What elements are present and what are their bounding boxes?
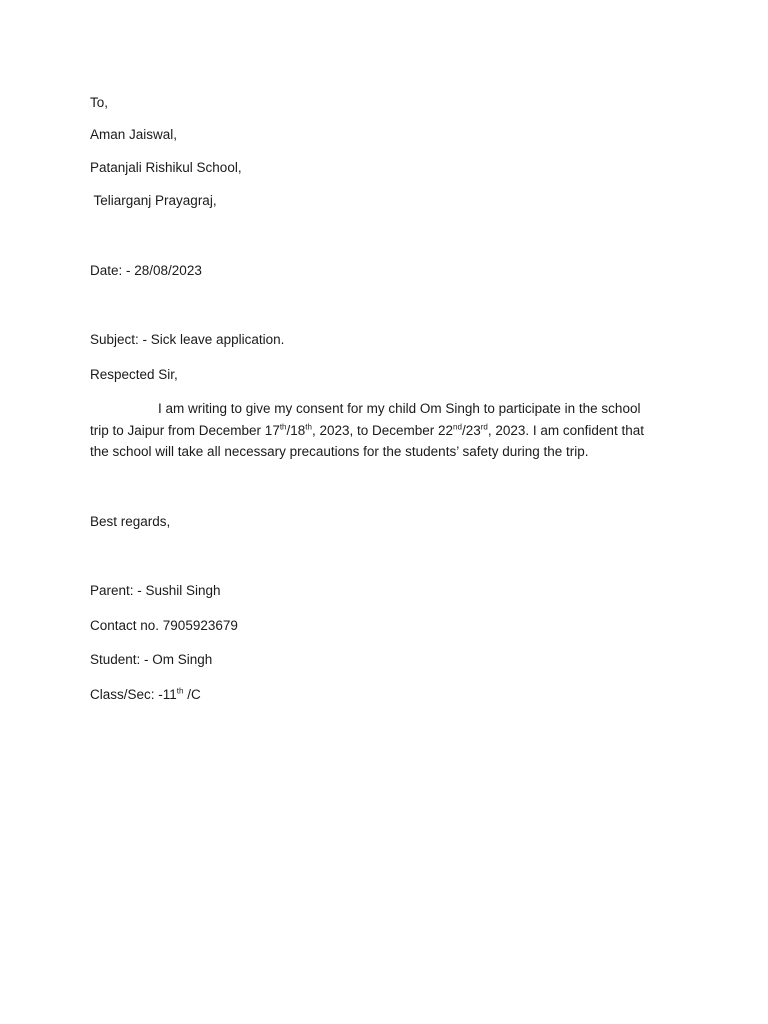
body-row-3 [90,441,680,463]
letter-subject: Subject: - Sick leave application. [90,332,285,347]
body-row-3-text: the school will take all necessary precautions for the students’ safety during the trip. [90,444,589,459]
class-section-value: /C [183,687,201,702]
letter-date: Date: - 28/08/2023 [90,263,202,278]
body-row-2-a: trip to Jaipur from December 17 [90,422,280,438]
recipient-location: Teliarganj Prayagraj, [90,193,217,208]
ordinal-suffix: rd [480,422,488,431]
recipient-to: To, [90,95,109,110]
body-row-2 [90,420,680,442]
class-section-label: Class/Sec: -11 [90,687,177,702]
ordinal-suffix: th [176,686,184,696]
body-row-1 [90,398,680,420]
body-row-2-c: , 2023, to December 22 [311,422,454,438]
ordinal-suffix: nd [453,422,462,431]
recipient-name: Aman Jaiswal, [90,127,178,142]
ordinal-suffix: th [279,422,287,431]
recipient-school: Patanjali Rishikul School, [90,160,242,175]
ordinal-suffix: th [305,422,312,431]
parent-name: Parent: - Sushil Singh [90,583,221,598]
salutation: Respected Sir, [90,367,178,382]
body-row-2-e: , 2023. I am confident that [487,422,644,438]
body-row-1-text: I am writing to give my consent for my child Om Singh to participate in the school [158,401,641,416]
class-section [90,686,201,704]
body-paragraph [90,398,680,463]
contact-number: Contact no. 7905923679 [90,618,238,633]
student-name: Student: - Om Singh [90,652,213,667]
body-row-2-b: /18 [286,422,306,438]
body-row-2-d: /23 [461,422,481,438]
closing: Best regards, [90,514,171,529]
